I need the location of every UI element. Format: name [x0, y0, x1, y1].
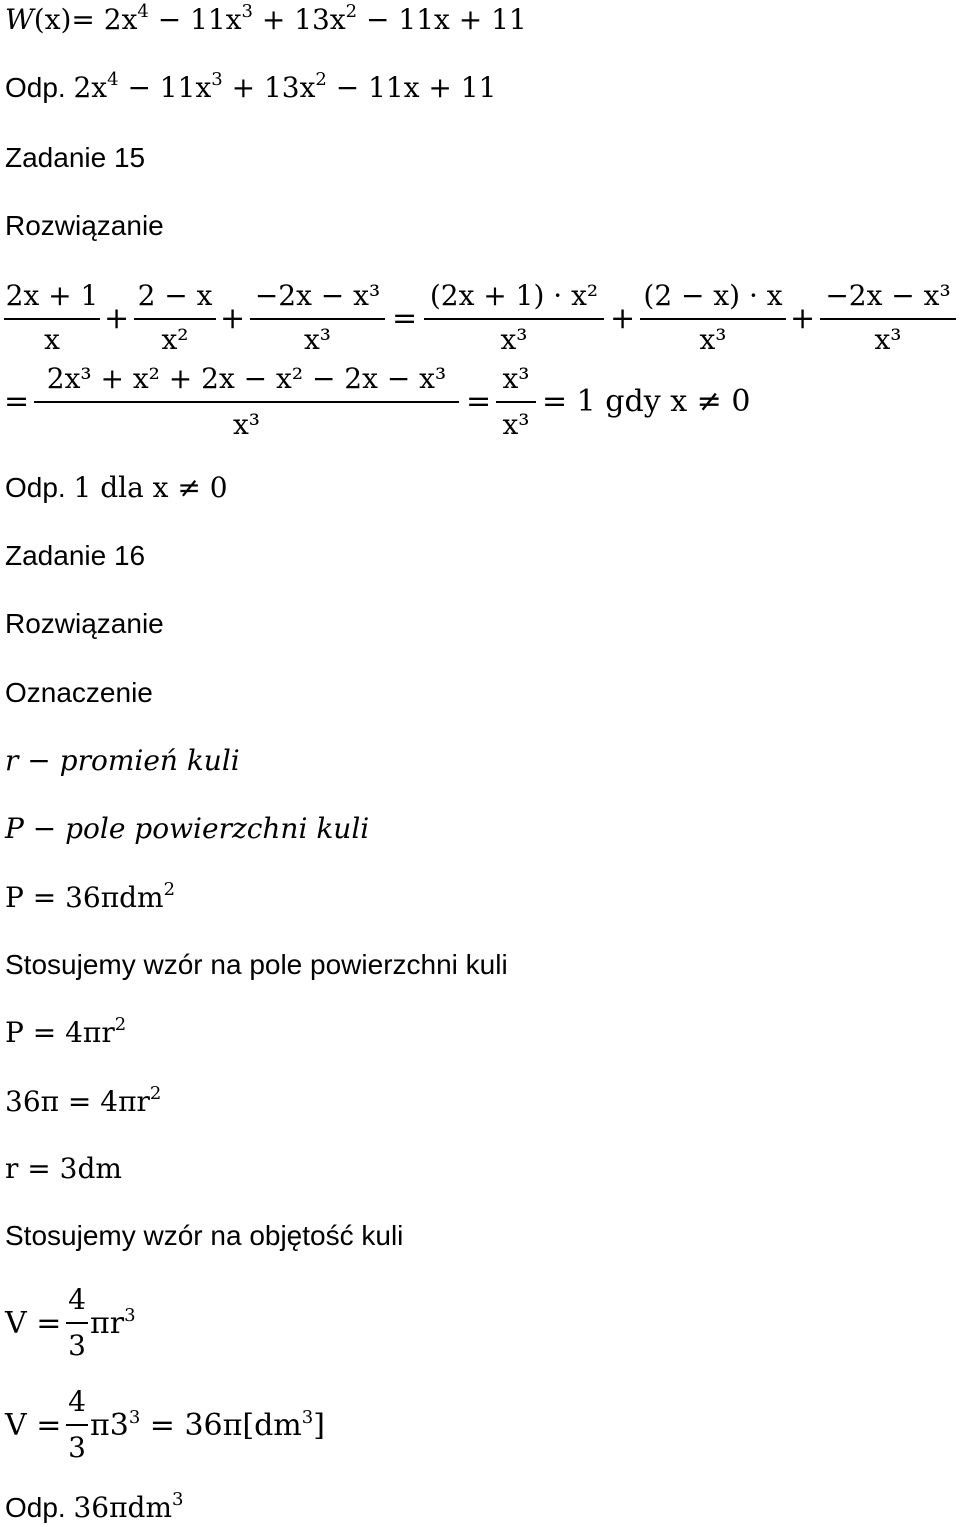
notation-heading: Oznaczenie	[5, 677, 153, 708]
plus-sign: +	[610, 301, 636, 336]
polynomial-definition: $W(x)= 2x^4 - 11x^3 + 13x^2 - 11x + 11$	[5, 1, 527, 36]
task-15-heading: Zadanie 15	[5, 142, 146, 173]
definition-r: r − promień kuli	[5, 744, 240, 777]
result-condition: = 1 gdy x ≠ 0	[542, 384, 751, 419]
answer-label: Odp.	[5, 472, 74, 503]
w-symbol: W	[5, 3, 34, 36]
plus-sign: +	[220, 301, 246, 336]
solution-16-heading: Rozwiązanie	[5, 608, 164, 639]
volume-formula-intro: Stosujemy wzór na objętość kuli	[5, 1220, 404, 1251]
task-16-heading: Zadanie 16	[5, 540, 146, 571]
given-area: P = 36πdm$^2$	[5, 879, 176, 914]
area-formula: $P = 4\pi r^2$	[5, 1014, 127, 1049]
radius-value: r = 3dm	[5, 1152, 122, 1185]
equals-sign: =	[392, 301, 418, 336]
answer-15: Odp. 1 dla x ≠ 0	[5, 471, 228, 504]
plus-sign: +	[790, 301, 816, 336]
area-equation: $36\pi = 4\pi r^2$	[5, 1083, 162, 1118]
definition-p: P − pole powierzchni kuli	[5, 812, 370, 845]
answer-label: Odp.	[5, 1492, 74, 1523]
answer-polynomial: Odp. $2x^4 - 11x^3 + 13x^2 - 11x + 11$	[5, 69, 497, 104]
area-formula-intro: Stosujemy wzór na pole powierzchni kuli	[5, 949, 508, 980]
equals-sign: =	[466, 384, 492, 419]
plus-sign: +	[104, 301, 130, 336]
solution-15-heading: Rozwiązanie	[5, 210, 164, 241]
equals-sign: =	[4, 384, 30, 419]
answer-16: Odp. 36πdm$^3$	[5, 1489, 184, 1524]
answer-label: Odp.	[5, 72, 74, 103]
